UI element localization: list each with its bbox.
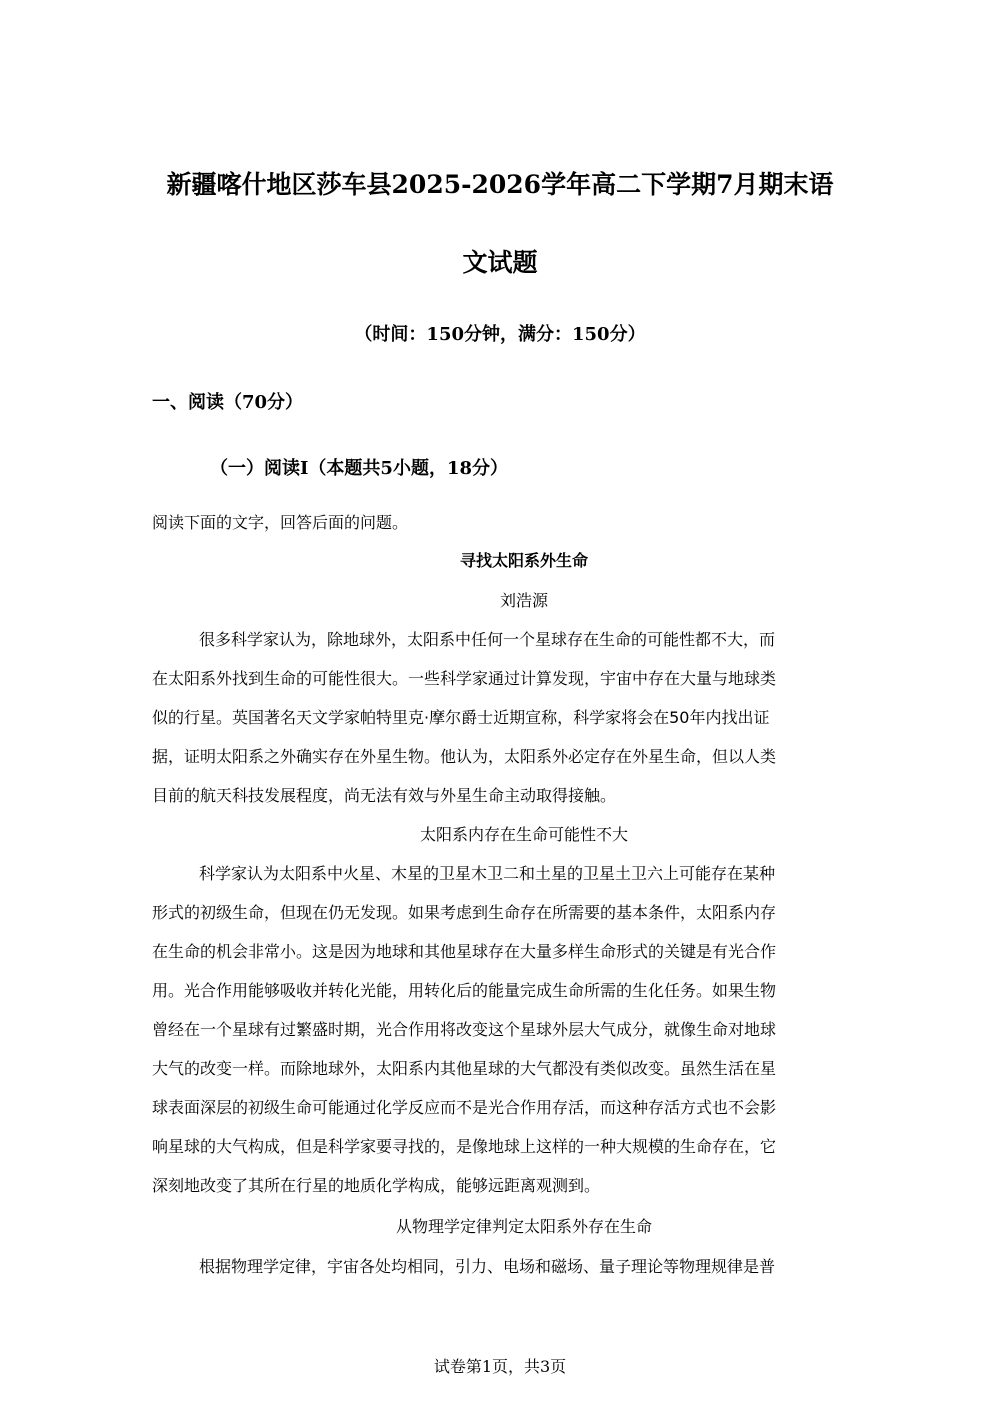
exam-title-line-2: 文试题: [462, 248, 538, 277]
paragraph-line: 在太阳系外找到生命的可能性很大。一些科学家通过计算发现，宇宙中存在大量与地球类: [152, 669, 777, 688]
exam-time-and-score: （时间：150分钟，满分：150分）: [354, 324, 646, 345]
article-title: 寻找太阳系外生命: [459, 551, 588, 570]
exam-title-line-1: 新疆喀什地区莎车县2025-2026学年高二下学期7月期末语: [166, 170, 834, 199]
section-heading: 一、阅读（70分）: [152, 392, 304, 413]
paragraph-line: 在生命的机会非常小。这是因为地球和其他星球存在大量多样生命形式的关键是有光合作: [152, 942, 777, 961]
page-footer: 试卷第1页，共3页: [433, 1357, 567, 1376]
paragraph-line: 深刻地改变了其所在行星的地质化学构成，能够远距离观测到。: [152, 1176, 601, 1195]
paragraph-line: 目前的航天科技发展程度，尚无法有效与外星生命主动取得接触。: [152, 786, 617, 805]
subsection-heading: （一）阅读Ⅰ（本题共5小题，18分）: [210, 458, 508, 479]
paragraph-line: 据，证明太阳系之外确实存在外星生物。他认为，太阳系外必定存在外星生命，但以人类: [152, 747, 777, 766]
article-subheading: 太阳系内存在生命可能性不大: [419, 825, 628, 844]
paragraph-line: 用。光合作用能够吸收并转化光能，用转化后的能量完成生命所需的生化任务。如果生物: [152, 981, 777, 1000]
paragraph-line: 球表面深层的初级生命可能通过化学反应而不是光合作用存活，而这种存活方式也不会影: [152, 1098, 777, 1117]
paragraph-line: 很多科学家认为，除地球外，太阳系中任何一个星球存在生命的可能性都不大，而: [199, 630, 776, 649]
paragraph-line: 大气的改变一样。而除地球外，太阳系内其他星球的大气都没有类似改变。虽然生活在星: [152, 1059, 777, 1078]
reading-instruction: 阅读下面的文字，回答后面的问题。: [152, 513, 409, 532]
paragraph-line: 似的行星。英国著名天文学家帕特里克·摩尔爵士近期宣称，科学家将会在50年内找出证: [152, 708, 770, 727]
paragraph-line: 形式的初级生命，但现在仍无发现。如果考虑到生命存在所需要的基本条件，太阳系内存: [152, 903, 777, 922]
article-author: 刘浩源: [499, 591, 548, 610]
paragraph-line: 曾经在一个星球有过繁盛时期，光合作用将改变这个星球外层大气成分，就像生命对地球: [152, 1020, 777, 1039]
paragraph-line: 响星球的大气构成，但是科学家要寻找的，是像地球上这样的一种大规模的生命存在，它: [152, 1137, 777, 1156]
paragraph-line: 根据物理学定律，宇宙各处均相同，引力、电场和磁场、量子理论等物理规律是普: [199, 1257, 776, 1276]
article-subheading: 从物理学定律判定太阳系外存在生命: [395, 1217, 652, 1236]
paragraph-line: 科学家认为太阳系中火星、木星的卫星木卫二和土星的卫星土卫六上可能存在某种: [199, 864, 776, 883]
